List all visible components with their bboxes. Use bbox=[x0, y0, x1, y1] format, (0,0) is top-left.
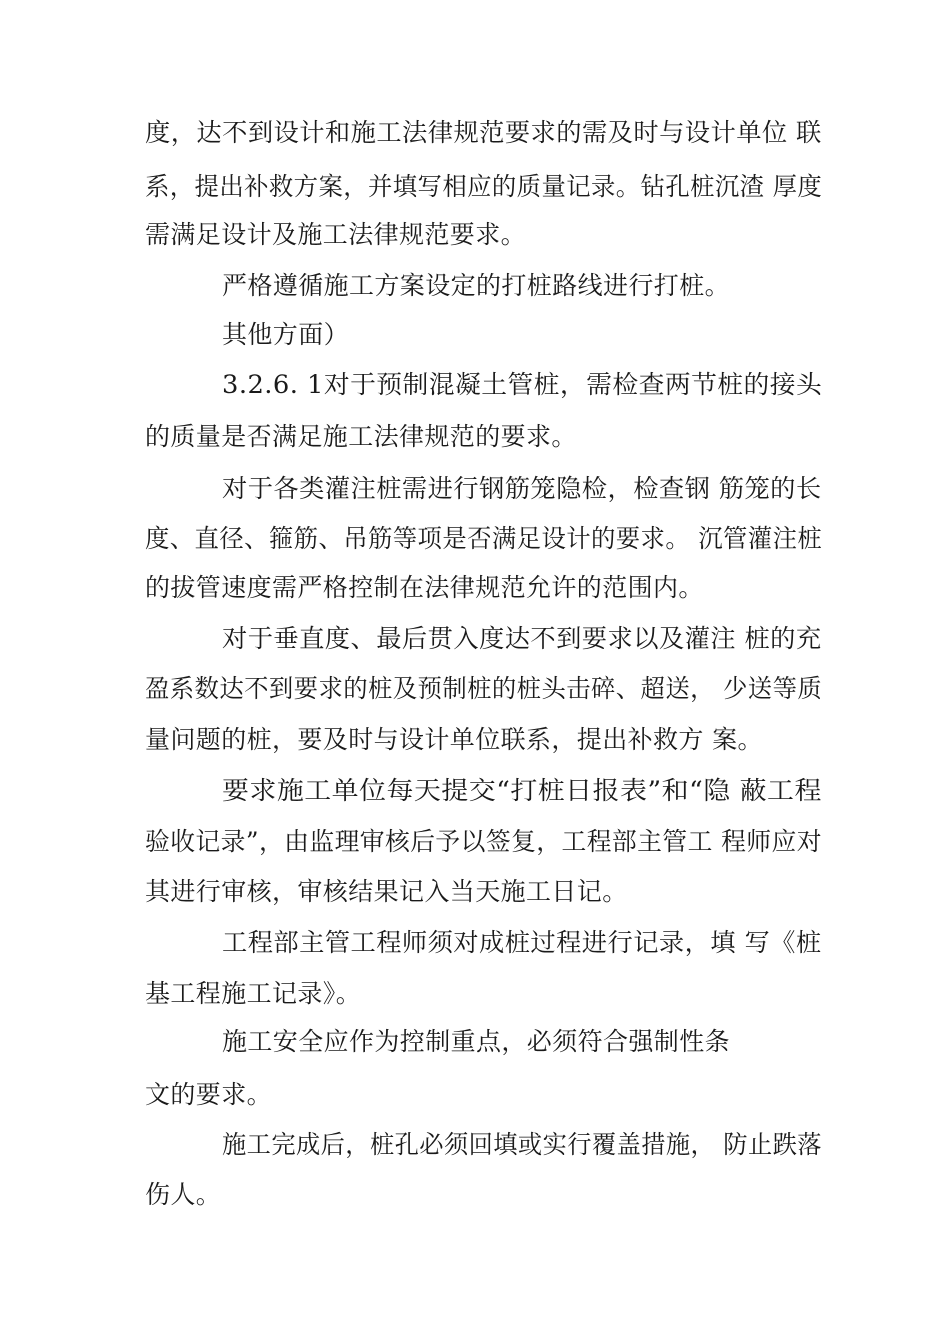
text-line-19: 施工安全应作为控制重点，必须符合强制性条 bbox=[222, 1027, 731, 1056]
text-line-21: 施工完成后，桩孔必须回填或实行覆盖措施， 防止跌落 bbox=[222, 1130, 822, 1159]
text-line-1: 度，达不到设计和施工法律规范要求的需及时与设计单位 联 bbox=[145, 118, 822, 147]
text-line-7: 的质量是否满足施工法律规范的要求。 bbox=[145, 422, 577, 451]
text-line-13: 量问题的桩，要及时与设计单位联系，提出补救方 案。 bbox=[145, 725, 763, 754]
text-line-3: 需满足设计及施工法律规范要求。 bbox=[145, 220, 527, 249]
text-line-2: 系，提出补救方案，并填写相应的质量记录。钻孔桩沉渣 厚度 bbox=[145, 172, 823, 201]
text-line-8: 对于各类灌注桩需进行钢筋笼隐检，检查钢 筋笼的长 bbox=[222, 474, 822, 503]
text-line-14: 要求施工单位每天提交“打桩日报表”和“隐 蔽工程 bbox=[222, 776, 822, 805]
text-line-11: 对于垂直度、最后贯入度达不到要求以及灌注 桩的充 bbox=[222, 624, 822, 653]
text-line-5: 其他方面） bbox=[222, 320, 350, 349]
text-line-10: 的拔管速度需严格控制在法律规范允许的范围内。 bbox=[145, 573, 704, 602]
text-line-4: 严格遵循施工方案设定的打桩路线进行打桩。 bbox=[222, 271, 731, 300]
text-line-15: 验收记录”，由监理审核后予以签复，工程部主管工 程师应对 bbox=[145, 827, 822, 856]
text-line-9: 度、直径、箍筋、吊筋等项是否满足设计的要求。 沉管灌注桩 bbox=[145, 524, 823, 553]
text-line-6: 3.2.6. 1对于预制混凝土管桩，需检查两节桩的接头 bbox=[222, 370, 823, 399]
text-line-22: 伤人。 bbox=[145, 1180, 222, 1209]
text-line-18: 基工程施工记录》。 bbox=[145, 979, 362, 1008]
text-line-16: 其进行审核，审核结果记入当天施工日记。 bbox=[145, 877, 628, 906]
text-line-12: 盈系数达不到要求的桩及预制桩的桩头击碎、超送， 少送等质 bbox=[145, 674, 823, 703]
text-line-20: 文的要求。 bbox=[145, 1080, 273, 1109]
text-line-17: 工程部主管工程师须对成桩过程进行记录，填 写《桩 bbox=[222, 928, 822, 957]
